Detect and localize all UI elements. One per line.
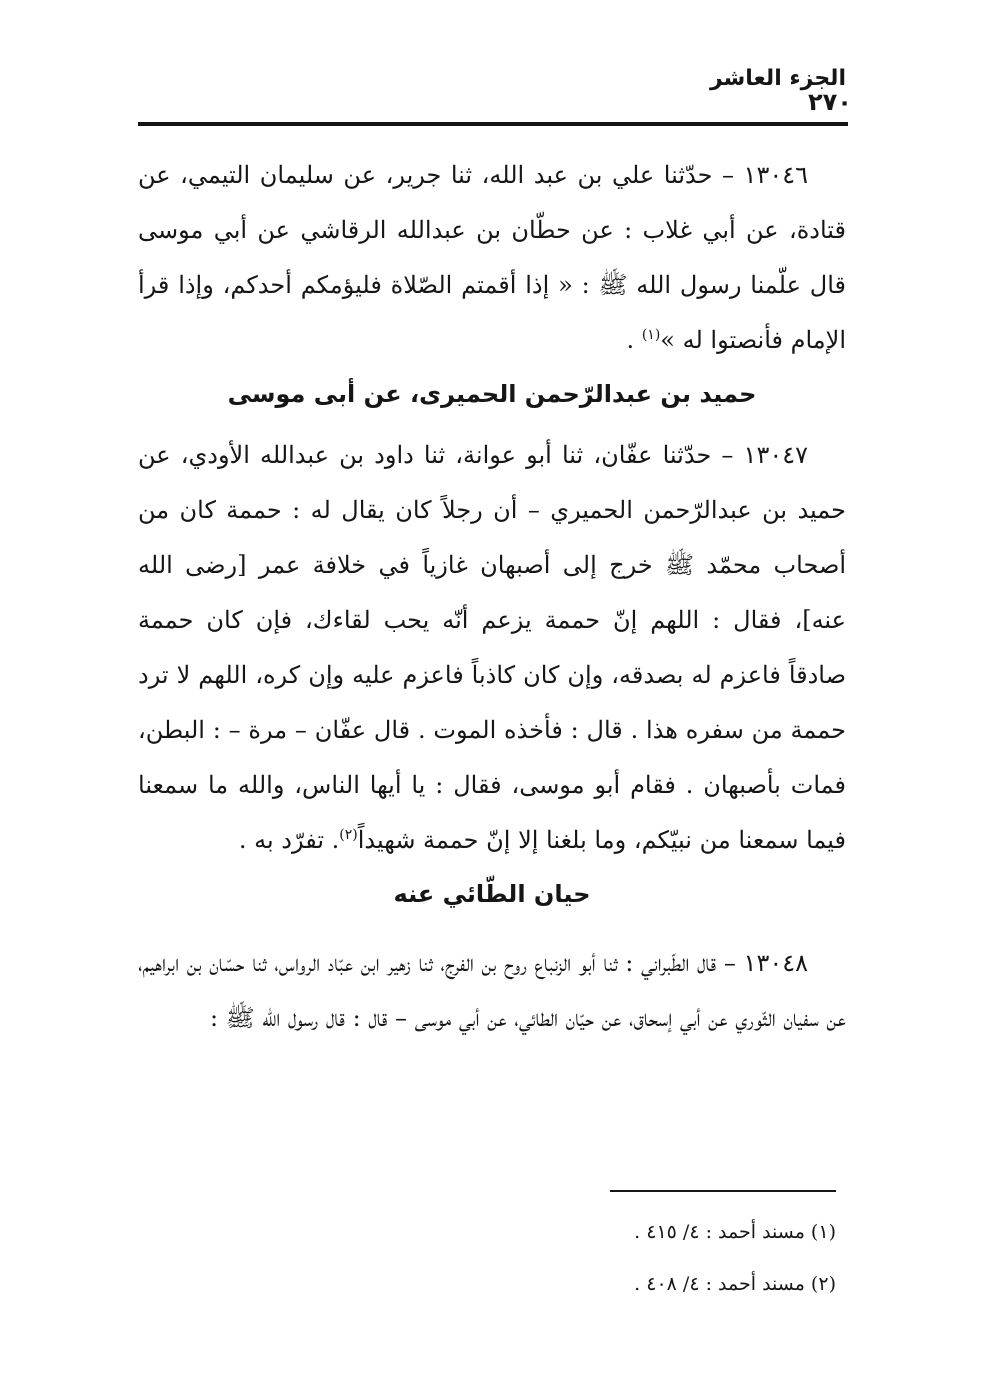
- section-heading-humaid: حميد بن عبدالرّحمن الحميرى، عن أبى موسى: [227, 380, 757, 408]
- header-rule: [138, 122, 848, 126]
- footnote-ref-2: (٢): [339, 827, 358, 843]
- hadith-13048-paragraph: ١٣٠٤٨ – قال الطّبراني : ثنا أبو الزنباع روح بن الفرج، ثنا زهير ابن عبّاد الرواس، ثنا حسّان بن ابراهيم، عن سفيان الثّوري عن أبي إسحاق، عن حيّان الطائي، عن أبي موسى – قال : قال رسول الله ﷺ :: [138, 949, 846, 1032]
- hadith-13047-ending: . تفرّد به .: [238, 826, 340, 854]
- hadith-13047-text: ١٣٠٤٧ – حدّثنا عفّان، ثنا أبو عوانة، ثنا داود بن عبدالله الأودي، عن حميد بن عبدالرّحمن الحميري – أن رجلاً كان يقال له : حممة كان من أصحاب محمّد ﷺ خرج إلى أصبهان غازياً في خلافة عمر [رضى الله عنه]، فقال : اللهم إنّ حممة يزعم أنّه يحب لقاءك، فإن كان حممة صادقاً فاعزم له بصدقه، وإن كان كاذباً فاعزم عليه وإن كره، اللهم لا ترد حممة من سفره هذا . قال : فأخذه الموت . قال عفّان – مرة – : البطن، فمات بأصبهان . فقام أبو موسى، فقال : يا أيها الناس، والله ما سمعنا فيما سمعنا من نبيّكم، وما بلغنا إلا إنّ حممة شهيداً: [138, 441, 846, 854]
- hadith-13046-ending: .: [626, 326, 642, 354]
- footnote-ref-1: (١): [641, 327, 661, 343]
- hadith-13046-text: ١٣٠٤٦ – حدّثنا علي بن عبد الله، ثنا جرير، عن سليمان التيمي، عن قتادة، عن أبي غلاب : عن حطّان بن عبدالله الرقاشي عن أبي موسى قال علّمنا رسول الله ﷺ : « إذا أقمتم الصّلاة فليؤمكم أحدكم، وإذا قرأ الإمام فأنصتوا له »: [138, 161, 846, 354]
- hadith-13047: [138, 428, 846, 868]
- hadith-13046-paragraph: [138, 148, 846, 368]
- footnote-2: (٢) مسند أحمد : ٤/ ٤٠٨ .: [634, 1273, 836, 1295]
- running-title: الجزء العاشر: [709, 66, 846, 91]
- hadith-13048: [138, 936, 846, 1046]
- section-heading-hayyan: حيان الطّائي عنه: [393, 880, 591, 908]
- hadith-13046: [138, 148, 846, 368]
- page-number: ٢٧٠: [808, 88, 852, 116]
- footnotes: [634, 1206, 836, 1310]
- footnote-1: (١) مسند أحمد : ٤/ ٤١٥ .: [634, 1221, 836, 1243]
- hadith-13047-paragraph: [138, 428, 846, 868]
- footnote-rule: [610, 1190, 836, 1192]
